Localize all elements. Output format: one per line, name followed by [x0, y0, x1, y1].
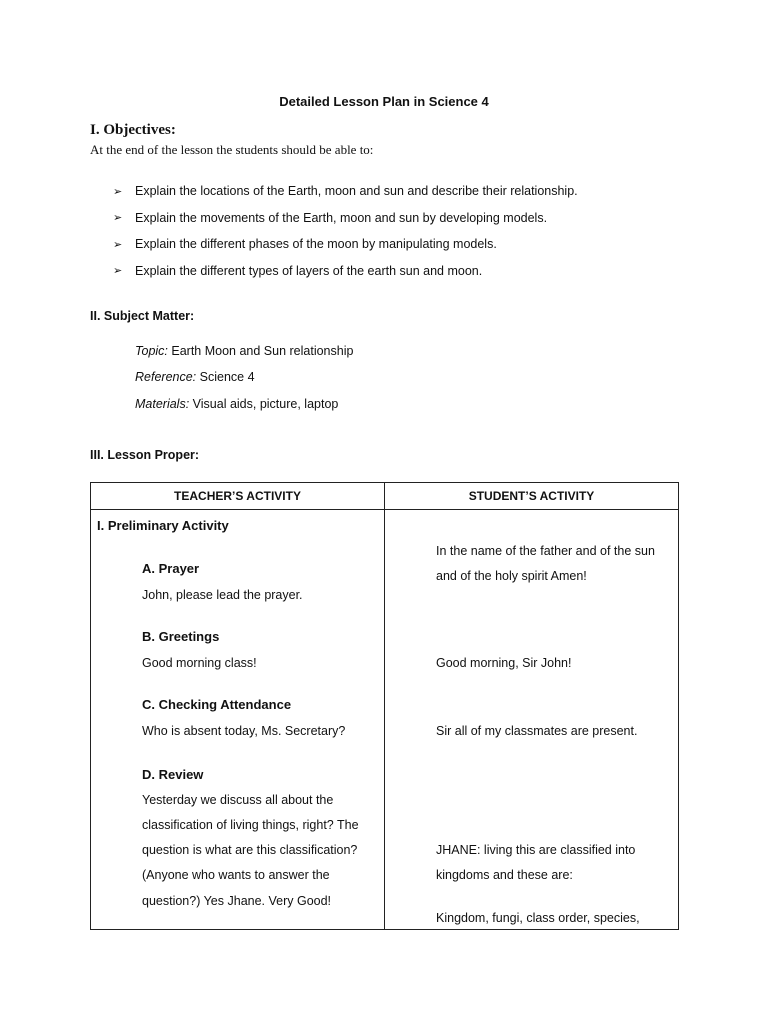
- objective-item: [113, 258, 578, 285]
- reference-row: [135, 370, 255, 384]
- materials-value: Visual aids, picture, laptop: [189, 397, 339, 411]
- teacher-activity-header: TEACHER’S ACTIVITY: [91, 483, 385, 510]
- objective-text: Explain the movements of the Earth, moon and sun by developing models.: [135, 210, 548, 225]
- topic-value: Earth Moon and Sun relationship: [167, 344, 354, 358]
- prayer-student-line: In the name of the father and of the sun: [436, 544, 655, 558]
- arrow-bullet-icon: ➢: [113, 238, 123, 251]
- activity-table: [90, 482, 679, 930]
- review-teacher-line: (Anyone who wants to answer the: [142, 868, 330, 882]
- review-student-line: JHANE: living this are classified into: [436, 843, 636, 857]
- materials-label: Materials:: [135, 397, 190, 411]
- arrow-bullet-icon: ➢: [113, 212, 123, 225]
- review-teacher-line: Yesterday we discuss all about the: [142, 793, 334, 807]
- objective-item: [113, 178, 578, 205]
- objectives-heading: I. Objectives:: [90, 122, 176, 138]
- subject-matter-heading: II. Subject Matter:: [90, 309, 195, 323]
- arrow-bullet-icon: ➢: [113, 185, 123, 198]
- review-student-line: Kingdom, fungi, class order, species,: [436, 911, 640, 925]
- greetings-student-text: Good morning, Sir John!: [436, 656, 572, 670]
- objective-text: Explain the different types of layers of the earth sun and moon.: [135, 263, 483, 278]
- prayer-teacher-text: John, please lead the prayer.: [142, 588, 303, 602]
- review-teacher-line: question?) Yes Jhane. Very Good!: [142, 894, 332, 908]
- review-heading: D. Review: [142, 767, 204, 782]
- student-activity-header: STUDENT’S ACTIVITY: [385, 483, 679, 510]
- review-teacher-line: classification of living things, right? The: [142, 818, 359, 832]
- teacher-activity-cell: [91, 510, 385, 930]
- materials-row: [135, 397, 338, 411]
- objective-text: Explain the locations of the Earth, moon and sun and describe their relationship.: [135, 184, 578, 199]
- greetings-teacher-text: Good morning class!: [142, 656, 257, 670]
- topic-row: [135, 344, 353, 358]
- objective-item: [113, 205, 578, 232]
- document-title: Detailed Lesson Plan in Science 4: [279, 94, 489, 109]
- objective-text: Explain the different phases of the moon by manipulating models.: [135, 237, 497, 252]
- arrow-bullet-icon: ➢: [113, 265, 123, 278]
- preliminary-activity-heading: I. Preliminary Activity: [97, 518, 229, 533]
- student-activity-cell: [385, 510, 679, 930]
- lesson-proper-heading: III. Lesson Proper:: [90, 448, 200, 462]
- greetings-heading: B. Greetings: [142, 629, 220, 644]
- reference-value: Science 4: [196, 370, 255, 384]
- topic-label: Topic:: [135, 344, 168, 358]
- objective-item: [113, 231, 578, 258]
- prayer-heading: A. Prayer: [142, 561, 200, 576]
- attendance-heading: C. Checking Attendance: [142, 697, 292, 712]
- objectives-intro: At the end of the lesson the students should be able to:: [90, 142, 374, 157]
- reference-label: Reference:: [135, 370, 197, 384]
- prayer-student-line: and of the holy spirit Amen!: [436, 569, 587, 583]
- objectives-list: [113, 178, 578, 284]
- review-student-line: kingdoms and these are:: [436, 868, 573, 882]
- attendance-teacher-text: Who is absent today, Ms. Secretary?: [142, 724, 346, 738]
- attendance-student-text: Sir all of my classmates are present.: [436, 724, 638, 738]
- review-teacher-line: question is what are this classification?: [142, 843, 358, 857]
